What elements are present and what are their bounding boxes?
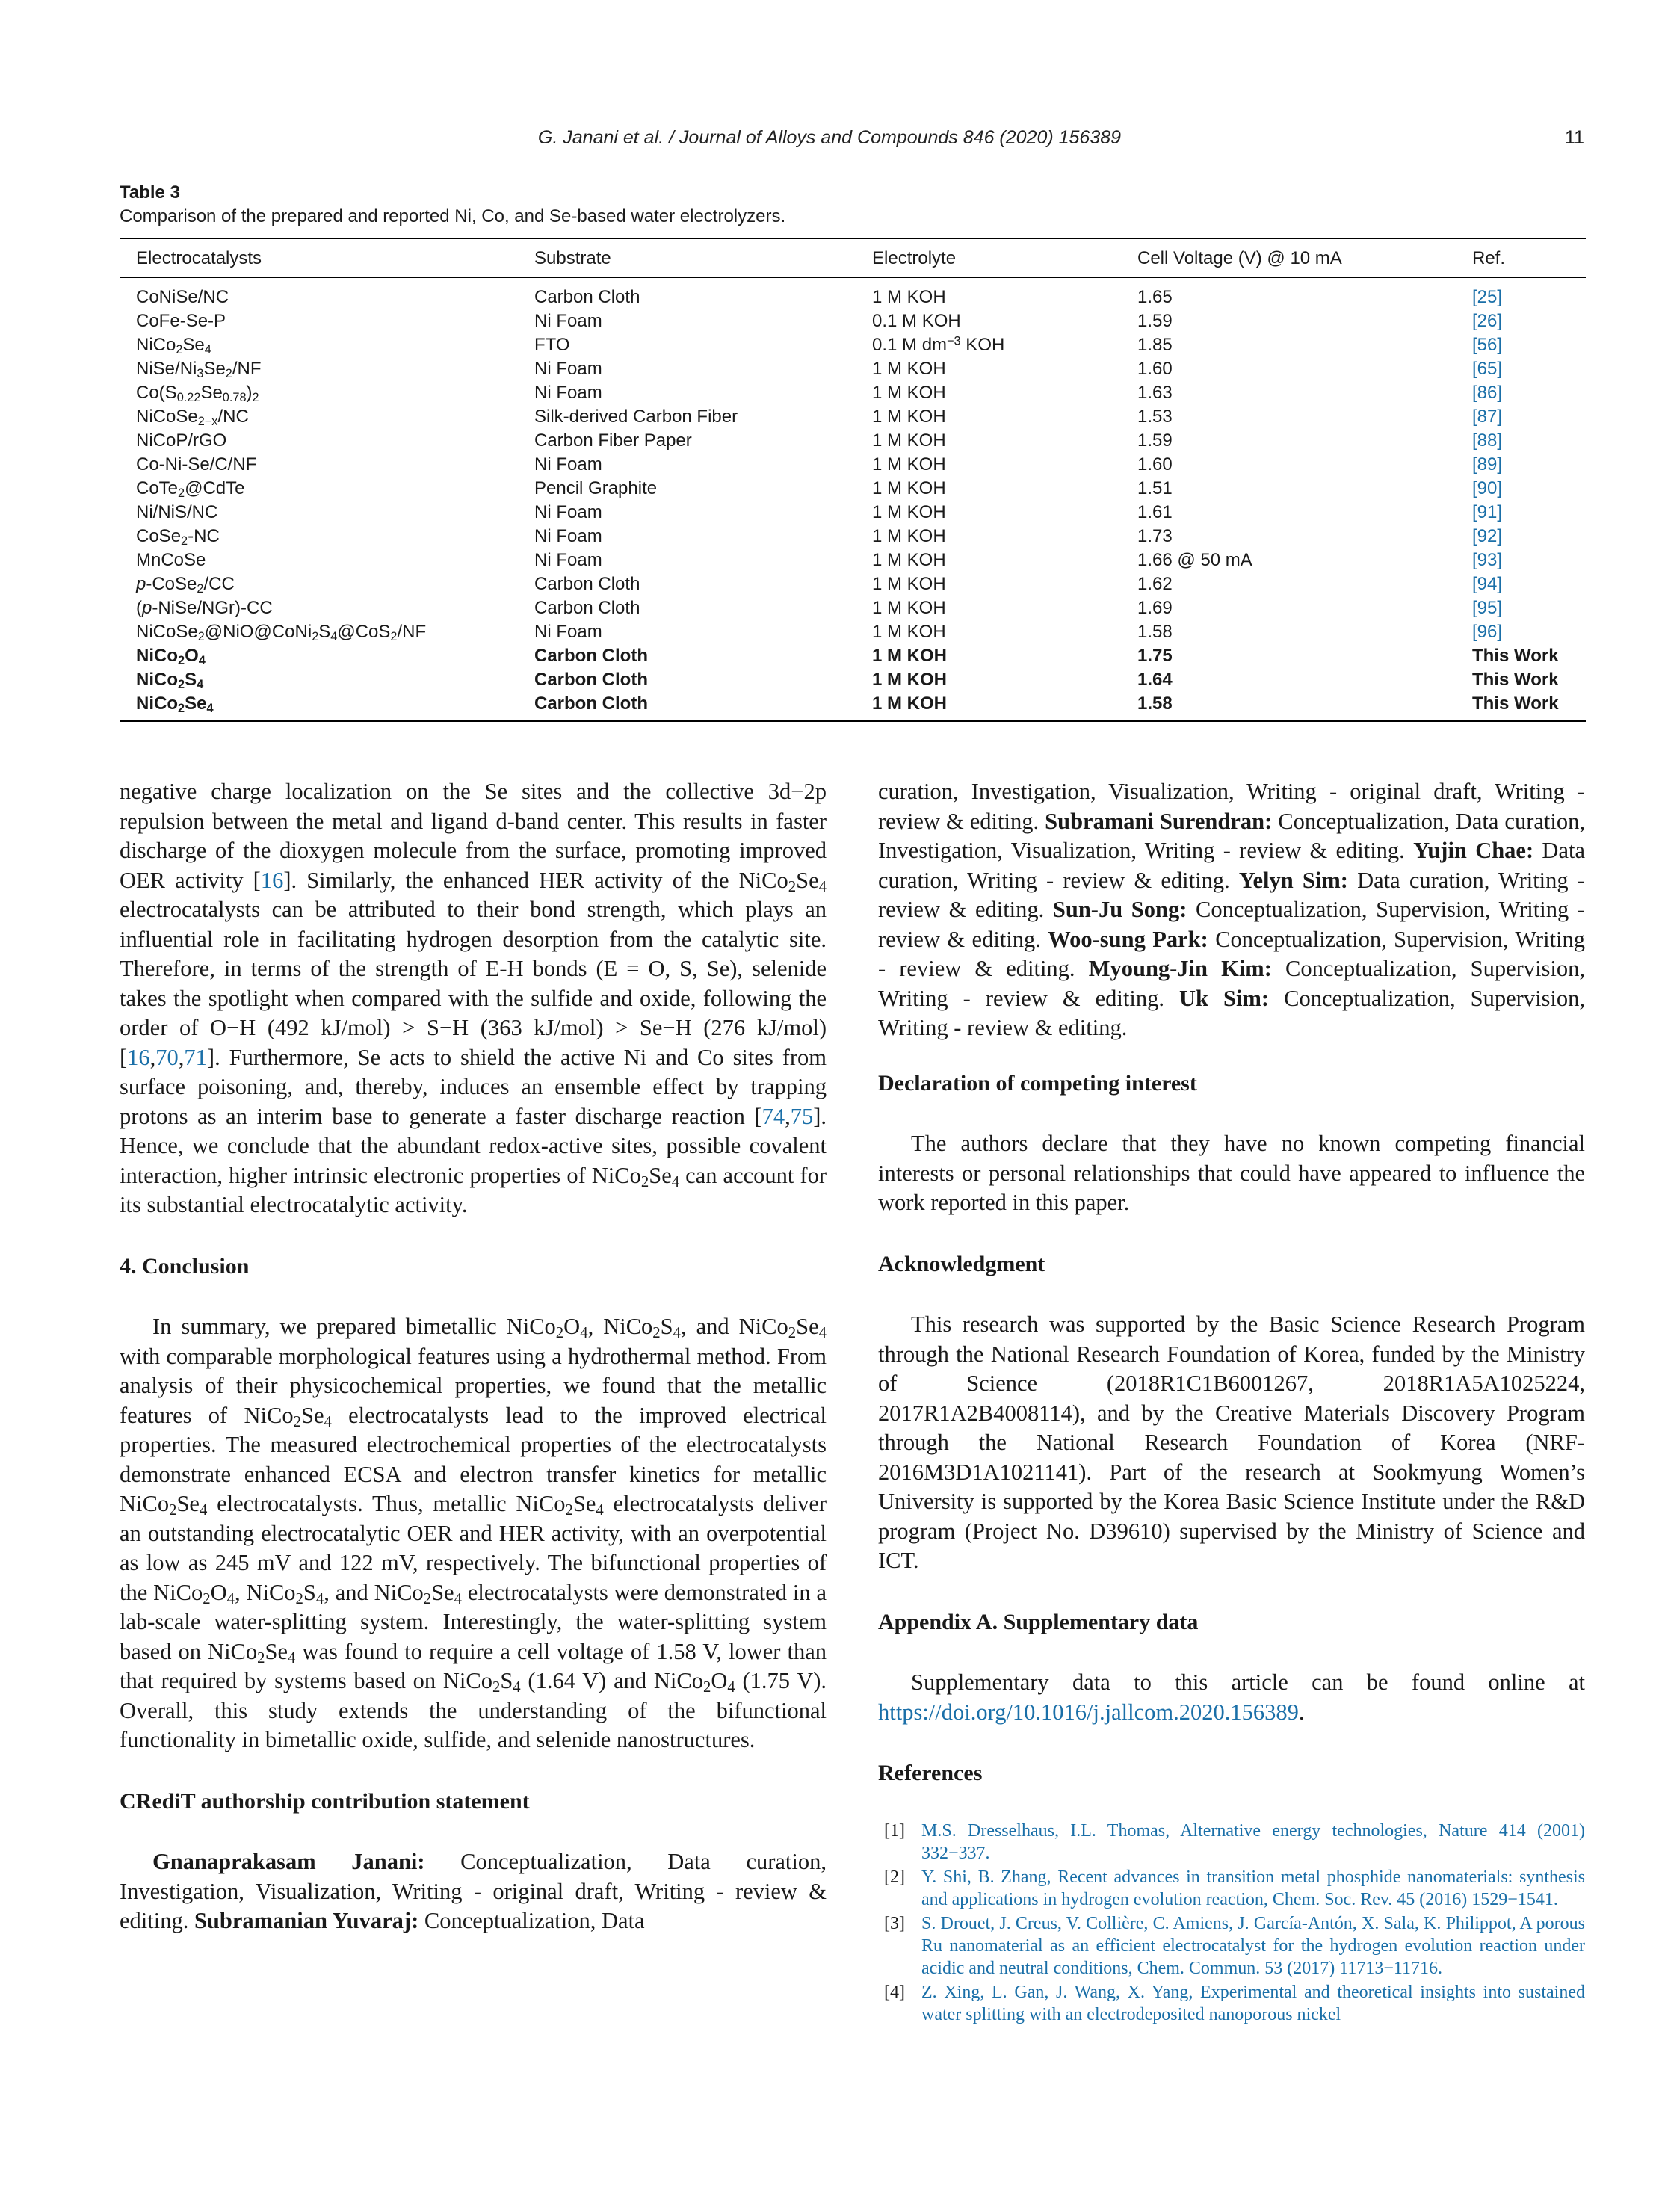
cell-substrate: Carbon Cloth — [534, 670, 648, 690]
table-row — [120, 525, 1586, 549]
cell-reference[interactable]: [94] — [1472, 574, 1503, 594]
cell-electrocatalyst: $NiCoSe_2@NiO@CoNi_2S_4@CoS_2/NF$ — [136, 622, 427, 644]
column-header-electrolyte: Electrolyte — [872, 239, 1137, 278]
credit-heading: CRediT authorship contribution statement — [120, 1788, 530, 1814]
column-header-ref: Ref. — [1472, 239, 1586, 278]
cell-electrocatalyst: $NiCo_2Se_4$ — [136, 335, 211, 357]
running-header: G. Janani et al. / Journal of Alloys and Compounds 846 (2020) 156389 — [537, 127, 1122, 148]
references-heading: References — [878, 1761, 983, 1785]
cell-electrocatalyst: CoTe$_2$@CdTe — [136, 478, 245, 501]
cell-electrocatalyst: Ni/NiS/NC — [136, 502, 218, 522]
cell-electrocatalyst: $Co(S_{0.22}Se_{0.78})_2$ — [136, 383, 259, 405]
cell-electrocatalyst: CoFe-Se-P — [136, 311, 226, 331]
cell-electrocatalyst: NiCoSe$_{2-x}$/NC — [136, 407, 249, 429]
cell-cell-voltage: 1.51 — [1137, 478, 1173, 498]
table-row — [120, 668, 1586, 692]
cell-electrolyte: 1 M KOH — [872, 670, 948, 690]
cell-reference[interactable]: [56] — [1472, 335, 1503, 355]
reference-item — [878, 1866, 1585, 1911]
cell-electrolyte: 1 M KOH — [872, 574, 946, 594]
cell-electrocatalyst: p-CoSe$_2$/CC — [136, 574, 235, 596]
cell-cell-voltage: 1.62 — [1137, 574, 1173, 594]
credit-paragraph-continued: curation, Investigation, Visualization, Writing - original draft, Writing - review & editing. Subramani Surendran: Conceptualization, Data curation, Investigation, Visualization, Writing - review & editing. Yujin Chae: Data curation, Writing - review & editing. Yelyn Sim: Data curation, Writing - review & editing. Sun-Ju Song: Conceptualization, Supervision, Writing - review & editing. Woo-sung Park: Conceptualization, Supervision, Writing - review & editing. Myoung-Jin Kim: Conceptualization, Supervision, Writing - review & editing. Uk Sim: Conceptualization, Supervision, Writing - review & editing. — [878, 779, 1586, 1040]
cell-cell-voltage: 1.58 — [1137, 693, 1173, 714]
cell-electrolyte: 1 M KOH — [872, 693, 948, 714]
left-column — [120, 777, 827, 1936]
acknowledgment-paragraph: This research was supported by the Basic Science Research Program through the National Research Foundation of Korea, funded by the Ministry of Science (2018R1C1B6001267, 2018R1A5A1025224, 2017R1A2B4008114), and by the Creative Materials Discovery Program through the National Research Foundation of Korea (NRF-2016M3D1A1021141). Part of the research at Sookmyung Women’s University is supported by the Korea Basic Science Institute under the R&D program (Project No. D39610) supervised by the Ministry of Science and ICT. — [878, 1312, 1585, 1573]
cell-cell-voltage: 1.58 — [1137, 622, 1173, 642]
comparison-table — [120, 238, 1586, 722]
cell-substrate: Ni Foam — [534, 454, 602, 475]
column-header-electrocatalysts: Electrocatalysts — [120, 239, 534, 278]
cell-electrolyte: 1 M KOH — [872, 478, 946, 498]
cell-substrate: Carbon Cloth — [534, 287, 640, 307]
cell-substrate: Pencil Graphite — [534, 478, 658, 498]
cell-substrate: Ni Foam — [534, 311, 602, 331]
column-header-substrate: Substrate — [534, 239, 872, 278]
cell-substrate: Carbon Cloth — [534, 646, 648, 666]
reference-number: [4] — [884, 1982, 905, 2002]
table-row — [120, 453, 1586, 477]
reference-link[interactable]: S. Drouet, J. Creus, V. Collière, C. Amiens, J. García-Antón, X. Sala, K. Philippot, A porous Ru nanomaterial as an efficient electrocatalyst for the hydrogen evolution reaction under acidic and neutral conditions, Chem. Commun. 53 (2017) 11713−11716. — [921, 1913, 1585, 1978]
cell-cell-voltage: 1.59 — [1137, 311, 1173, 331]
cell-electrolyte: 1 M KOH — [872, 430, 946, 451]
reference-link[interactable]: M.S. Dresselhaus, I.L. Thomas, Alternative energy technologies, Nature 414 (2001) 332−337. — [921, 1820, 1585, 1863]
cell-electrolyte: 1 M KOH — [872, 359, 946, 379]
table-row — [120, 596, 1586, 620]
cell-cell-voltage: 1.64 — [1137, 670, 1173, 690]
table-row — [120, 620, 1586, 644]
table-row — [120, 477, 1586, 501]
cell-electrocatalyst: NiCoP/rGO — [136, 430, 227, 451]
reference-list — [878, 1820, 1585, 2026]
cell-substrate: Carbon Cloth — [534, 598, 640, 618]
cell-cell-voltage: 1.75 — [1137, 646, 1173, 666]
cell-substrate: Ni Foam — [534, 622, 602, 642]
cell-reference[interactable]: [92] — [1472, 526, 1503, 546]
table-row — [120, 381, 1586, 405]
conclusion-paragraph: In summary, we prepared bimetallic $NiCo_2O_4$, $NiCo_2S_4$, and $NiCo_2Se_4$ with comparable morphological features using a hydrothermal method. From analysis of their physicochemical properties, we found that the metallic features of $NiCo_2Se_4$ electrocatalysts lead to the improved electrical properties. The measured electrochemical properties of the electrocatalysts demonstrate enhanced ECSA and electron transfer kinetics for metallic $NiCo_2Se_4$ electrocatalysts. Thus, metallic $NiCo_2Se_4$ electrocatalysts deliver an outstanding electrocatalytic OER and HER activity, with an overpotential as low as 245 mV and 122 mV, respectively. The bifunctional properties of the $NiCo_2O_4$, $NiCo_2S_4$, and $NiCo_2Se_4$ electrocatalysts were demonstrated in a lab-scale water-splitting system. Interestingly, the water-splitting system based on $NiCo_2Se_4$ was found to require a cell voltage of 1.58 V, lower than that required by systems based on $NiCo_2S_4$ (1.64 V) and $NiCo_2O_4$ (1.75 V). Overall, this study extends the understanding of the bifunctional functionality in bimetallic oxide, sulfide, and selenide nanostructures. — [120, 1314, 827, 1752]
cell-cell-voltage: 1.85 — [1137, 335, 1173, 355]
right-column — [878, 777, 1585, 2027]
cell-electrocatalyst: Co-Ni-Se/C/NF — [136, 454, 257, 475]
cell-electrolyte: 1 M KOH — [872, 526, 946, 546]
cell-electrocatalyst: (p-NiSe/NGr)-CC — [136, 598, 273, 618]
reference-item — [878, 1820, 1585, 1865]
reference-link[interactable]: Y. Shi, B. Zhang, Recent advances in transition metal phosphide nanomaterials: synthesis and applications in hydrogen evolution reaction, Chem. Soc. Rev. 45 (2016) 1529−1541. — [921, 1867, 1585, 1909]
cell-cell-voltage: 1.73 — [1137, 526, 1173, 546]
table-header-row — [120, 239, 1586, 278]
table-row — [120, 405, 1586, 429]
cell-electrolyte: 0.1 M $dm^{-3}$ KOH — [872, 334, 1005, 355]
cell-substrate: Ni Foam — [534, 526, 602, 546]
reference-link[interactable]: Z. Xing, L. Gan, J. Wang, X. Yang, Experimental and theoretical insights into sustained water splitting with an electrodeposited nanoporous nickel — [921, 1982, 1585, 2024]
cell-electrocatalyst: MnCoSe — [136, 550, 206, 570]
cell-substrate: Silk-derived Carbon Fiber — [534, 407, 738, 427]
cell-reference: This Work — [1472, 646, 1559, 666]
cell-cell-voltage: 1.61 — [1137, 502, 1173, 522]
cell-electrocatalyst: CoNiSe/NC — [136, 287, 229, 307]
cell-substrate: Carbon Cloth — [534, 574, 640, 594]
acknowledgment-heading: Acknowledgment — [878, 1251, 1045, 1276]
cell-electrocatalyst: NiSe/$Ni_3Se_2/NF$ — [136, 359, 262, 381]
cell-electrolyte: 1 M KOH — [872, 646, 948, 666]
reference-item — [878, 1912, 1585, 1980]
table-row — [120, 357, 1586, 381]
cell-reference[interactable]: [89] — [1472, 454, 1503, 475]
cell-electrocatalyst: $NiCo_2Se_4$ — [136, 693, 214, 716]
cell-electrolyte: 1 M KOH — [872, 287, 946, 307]
table-row — [120, 333, 1586, 357]
cell-electrolyte: 0.1 M KOH — [872, 311, 961, 331]
cell-substrate: Ni Foam — [534, 502, 602, 522]
cell-substrate: Carbon Cloth — [534, 693, 648, 714]
cell-electrocatalyst: $NiCo_2S_4$ — [136, 670, 204, 692]
conclusion-heading: 4. Conclusion — [120, 1253, 250, 1279]
credit-paragraph: Gnanaprakasam Janani: Conceptualization, Data curation, Investigation, Visualization, Writing - original draft, Writing - review & editing. Subramanian Yuvaraj: Conceptualization, Data — [120, 1849, 827, 1933]
cell-electrolyte: 1 M KOH — [872, 407, 946, 427]
competing-interest-paragraph: The authors declare that they have no known competing financial interests or personal relationships that could have appeared to influence the work reported in this paper. — [878, 1131, 1585, 1215]
cell-cell-voltage: 1.60 — [1137, 359, 1173, 379]
cell-electrolyte: 1 M KOH — [872, 550, 946, 570]
table-caption: Comparison of the prepared and reported Ni, Co, and Se-based water electrolyzers. — [120, 206, 786, 226]
cell-reference: This Work — [1472, 693, 1559, 714]
table-row — [120, 278, 1586, 310]
cell-electrolyte: 1 M KOH — [872, 598, 946, 618]
cell-electrolyte: 1 M KOH — [872, 454, 946, 475]
column-header-cell-voltage: Cell Voltage (V) @ 10 mA — [1137, 239, 1472, 278]
cell-substrate: FTO — [534, 335, 570, 355]
cell-reference[interactable]: [65] — [1472, 359, 1503, 379]
reference-number: [2] — [884, 1867, 905, 1887]
cell-reference[interactable]: [86] — [1472, 383, 1503, 403]
cell-cell-voltage: 1.60 — [1137, 454, 1173, 475]
body-paragraph: negative charge localization on the Se sites and the collective 3d−2p repulsion between the metal and ligand d-band center. This results in faster discharge of the dioxygen molecule from the surface, promoting improved OER activity [16]. Similarly, the enhanced HER activity of the $NiCo_2Se_4$ electrocatalysts can be attributed to their bond strength, which plays an influential role in facilitating hydrogen desorption from the catalytic site. Therefore, in terms of the strength of E-H bonds (E = O, S, Se), selenide takes the spotlight when compared with the sulfide and oxide, following the order of O−H (492 kJ/mol) > S−H (363 kJ/mol) > Se−H (276 kJ/mol) [16,70,71]. Furthermore, Se acts to shield the active Ni and Co sites from surface poisoning, and, thereby, induces an ensemble effect by trapping protons as an interim base to generate a faster discharge reaction [74,75]. Hence, we conclude that the abundant redox-active sites, possible covalent interaction, higher intrinsic electronic properties of $NiCo_2Se_4$ can account for its substantial electrocatalytic activity. — [120, 779, 827, 1217]
cell-cell-voltage: 1.63 — [1137, 383, 1173, 403]
cell-reference[interactable]: [90] — [1472, 478, 1503, 498]
table-row — [120, 692, 1586, 720]
cell-reference[interactable]: [26] — [1472, 311, 1503, 331]
cell-reference[interactable]: [88] — [1472, 430, 1503, 451]
cell-electrocatalyst: $NiCo_2O_4$ — [136, 646, 206, 668]
table-row — [120, 572, 1586, 596]
table-row — [120, 549, 1586, 572]
cell-substrate: Ni Foam — [534, 383, 602, 403]
appendix-paragraph: Supplementary data to this article can be found online at https://doi.org/10.1016/j.jallcom.2020.156389. — [878, 1669, 1585, 1725]
cell-reference[interactable]: [96] — [1472, 622, 1503, 642]
cell-reference: This Work — [1472, 670, 1559, 690]
cell-electrolyte: 1 M KOH — [872, 622, 946, 642]
reference-number: [1] — [884, 1820, 905, 1841]
table-row — [120, 501, 1586, 525]
cell-substrate: Ni Foam — [534, 550, 602, 570]
cell-reference[interactable]: [95] — [1472, 598, 1503, 618]
cell-reference[interactable]: [93] — [1472, 550, 1503, 570]
table-label: Table 3 — [120, 182, 180, 203]
cell-cell-voltage: 1.69 — [1137, 598, 1173, 618]
appendix-heading: Appendix A. Supplementary data — [878, 1609, 1199, 1634]
table-row — [120, 644, 1586, 668]
cell-substrate: Ni Foam — [534, 359, 602, 379]
cell-electrolyte: 1 M KOH — [872, 383, 946, 403]
cell-reference[interactable]: [91] — [1472, 502, 1503, 522]
table-row — [120, 429, 1586, 453]
reference-number: [3] — [884, 1913, 905, 1933]
reference-item — [878, 1981, 1585, 2026]
cell-electrocatalyst: CoSe$_2$-NC — [136, 526, 220, 549]
cell-cell-voltage: 1.53 — [1137, 407, 1173, 427]
cell-reference[interactable]: [25] — [1472, 287, 1503, 307]
cell-cell-voltage: 1.59 — [1137, 430, 1173, 451]
cell-cell-voltage: 1.65 — [1137, 287, 1173, 307]
page-number: 11 — [1565, 127, 1584, 148]
table-body — [120, 278, 1586, 721]
cell-cell-voltage: 1.66 @ 50 mA — [1137, 550, 1252, 570]
cell-substrate: Carbon Fiber Paper — [534, 430, 692, 451]
table-row — [120, 309, 1586, 333]
cell-electrolyte: 1 M KOH — [872, 502, 946, 522]
competing-interest-heading: Declaration of competing interest — [878, 1070, 1197, 1096]
cell-reference[interactable]: [87] — [1472, 407, 1503, 427]
